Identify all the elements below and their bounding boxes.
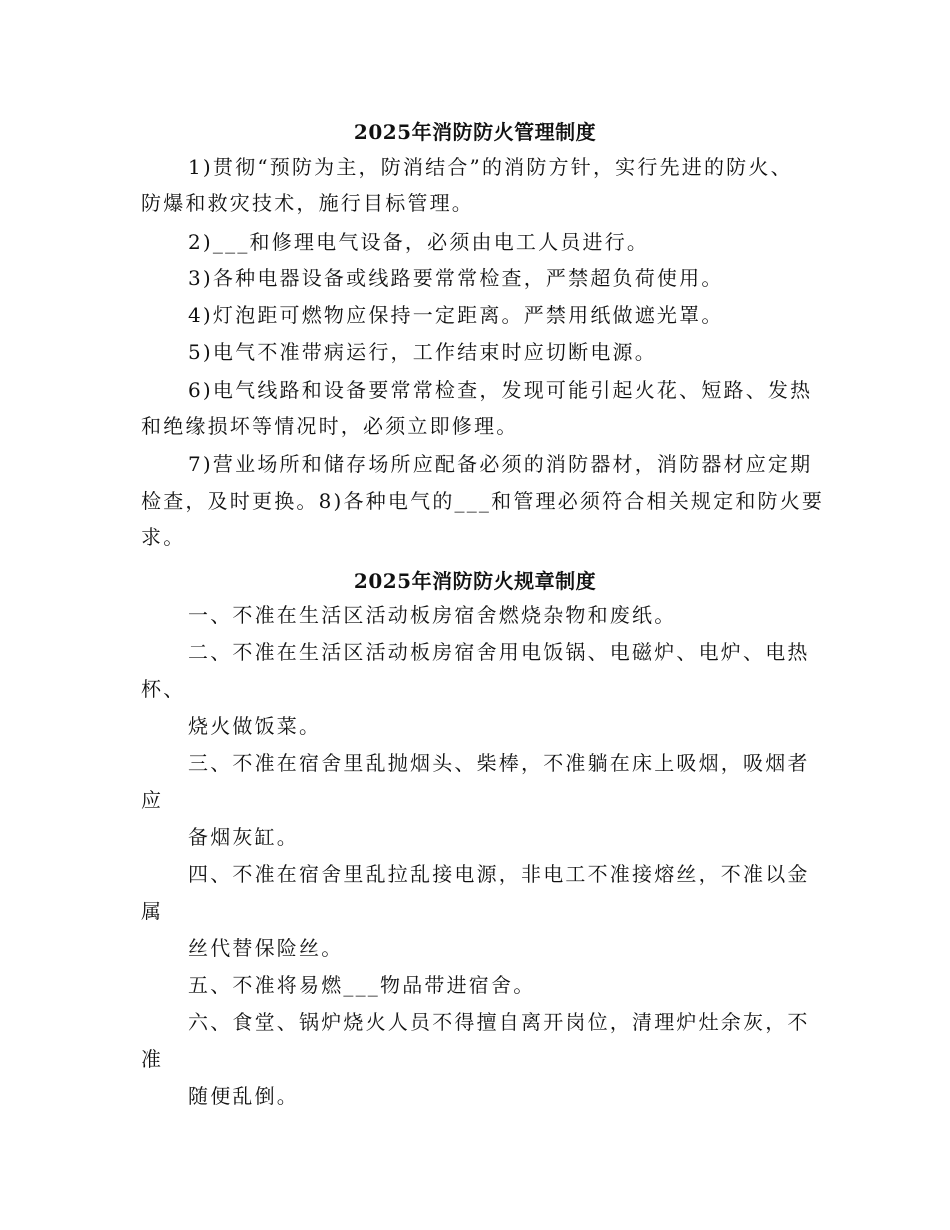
section-2-line-8: 四、不准在宿舍里乱拉乱接电源，非电工不准接熔丝，不准以金 — [188, 862, 810, 886]
section-2-line-14: 随便乱倒。 — [188, 1084, 299, 1108]
section-1-line-5: 4)灯泡距可燃物应保持一定距离。严禁用纸做遮光罩。 — [188, 303, 724, 327]
section-2-line-4: 烧火做饭菜。 — [188, 714, 322, 738]
section-2-line-1: 一、不准在生活区活动板房宿舍燃烧杂物和废纸。 — [188, 603, 677, 627]
section-2-line-9: 属 — [141, 899, 164, 923]
section-1-line-8: 和绝缘损坏等情况时，必须立即修理。 — [141, 414, 519, 438]
section-2-line-2: 二、不准在生活区活动板房宿舍用电饭锅、电磁炉、电炉、电热 — [188, 640, 810, 664]
section-2-line-3: 杯、 — [141, 677, 186, 701]
section-1-title: 2025年消防防火管理制度 — [353, 120, 597, 144]
section-2-line-12: 六、食堂、锅炉烧火人员不得擅自离开岗位，清理炉灶余灰，不 — [188, 1010, 810, 1034]
section-2-line-13: 准 — [141, 1047, 164, 1071]
section-1-line-2: 防爆和救灾技术，施行目标管理。 — [141, 191, 474, 215]
section-1-line-7: 6)电气线路和设备要常常检查，发现可能引起火花、短路、发热 — [188, 378, 813, 402]
section-2-title: 2025年消防防火规章制度 — [353, 569, 597, 593]
section-2-line-7: 备烟灰缸。 — [188, 825, 299, 849]
section-1-line-9: 7)营业场所和储存场所应配备必须的消防器材，消防器材应定期 — [188, 452, 813, 476]
section-1-line-1: 1)贯彻“预防为主，防消结合”的消防方针，实行先进的防火、 — [188, 155, 793, 179]
section-2-line-6: 应 — [141, 788, 164, 812]
section-1-line-6: 5)电气不准带病运行，工作结束时应切断电源。 — [188, 340, 657, 364]
section-1-line-4: 3)各种电器设备或线路要常常检查，严禁超负荷使用。 — [188, 266, 724, 290]
section-2-line-10: 丝代替保险丝。 — [188, 936, 344, 960]
section-1-line-11: 求。 — [141, 525, 186, 549]
section-2-line-11: 五、不准将易燃___物品带进宿舍。 — [188, 973, 536, 997]
section-1-line-10: 检查，及时更换。8)各种电气的___和管理必须符合相关规定和防火要 — [141, 489, 825, 513]
section-2-line-5: 三、不准在宿舍里乱抛烟头、柴棒，不准躺在床上吸烟，吸烟者 — [188, 751, 810, 775]
section-1-line-3: 2)___和修理电气设备，必须由电工人员进行。 — [188, 230, 650, 254]
